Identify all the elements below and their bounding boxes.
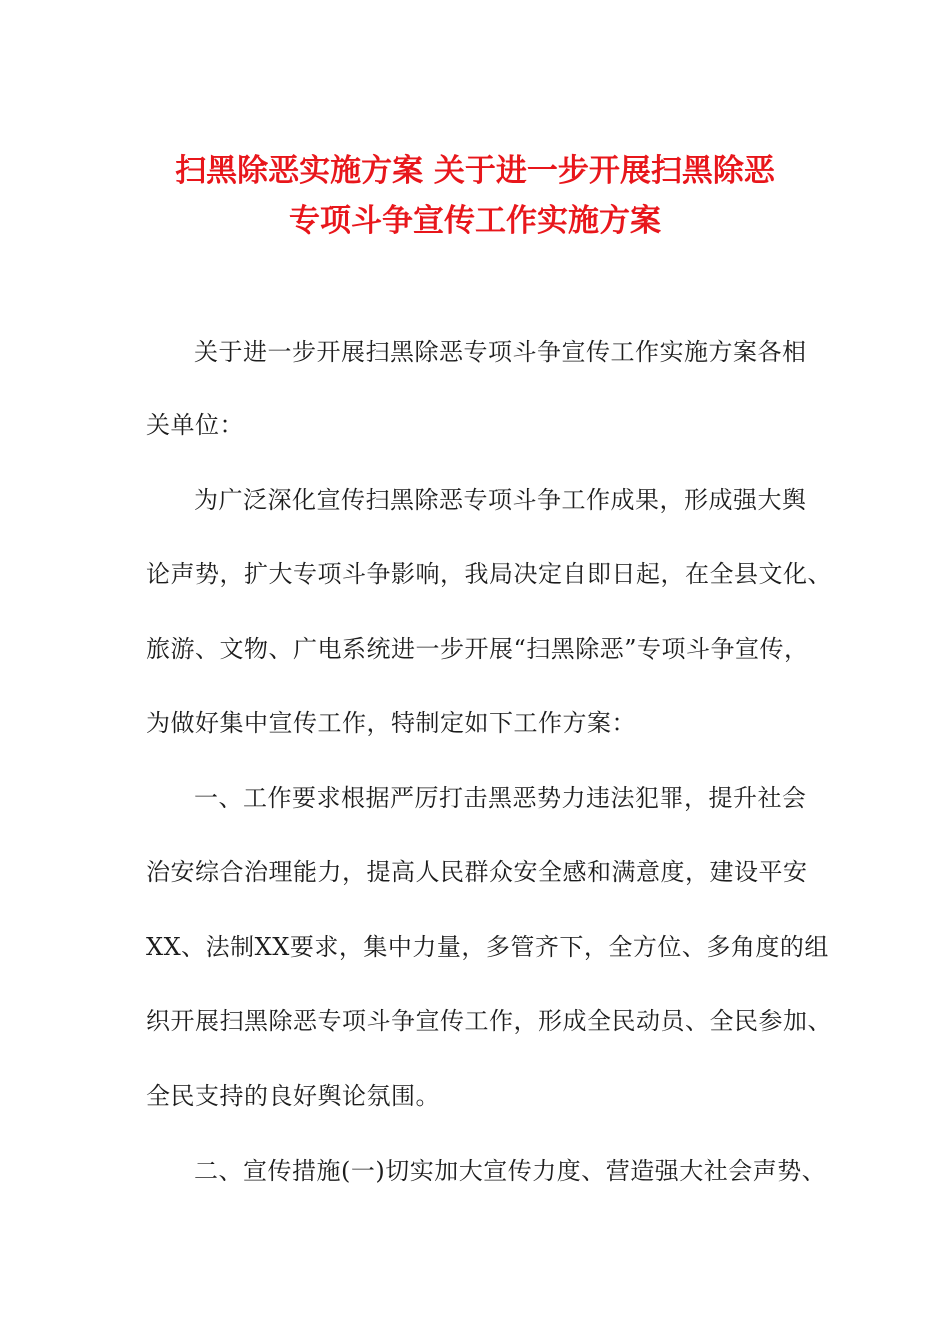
- paragraph-line: 为广泛深化宣传扫黑除恶专项斗争工作成果，形成强大舆: [194, 486, 807, 514]
- paragraph-line: 全民支持的良好舆论氛围。: [146, 1082, 440, 1110]
- paragraph-line: 为做好集中宣传工作，特制定如下工作方案：: [146, 709, 636, 737]
- paragraph-line: 织开展扫黑除恶专项斗争宣传工作，形成全民动员、全民参加、: [146, 1007, 832, 1035]
- paragraph-line: 二、宣传措施(一)切实加大宣传力度、营造强大社会声势、: [194, 1157, 827, 1185]
- paragraph-line: 治安综合治理能力，提高人民群众安全感和满意度，建设平安: [146, 858, 808, 886]
- paragraph-line: 旅游、文物、广电系统进一步开展“扫黑除恶”专项斗争宣传，: [146, 635, 809, 663]
- paragraph-line: XX、法制XX要求，集中力量，多管齐下，全方位、多角度的组: [146, 933, 829, 961]
- document-title: [100, 146, 850, 246]
- paragraph-line: 关于进一步开展扫黑除恶专项斗争宣传工作实施方案各相: [194, 338, 807, 366]
- paragraph-line: 论声势，扩大专项斗争影响，我局决定自即日起，在全县文化、: [146, 560, 832, 588]
- title-line-2: 专项斗争宣传工作实施方案: [289, 203, 661, 239]
- paragraph-line: 关单位：: [146, 411, 244, 439]
- paragraph-line: 一、工作要求根据严厉打击黑恶势力违法犯罪，提升社会: [194, 784, 807, 812]
- title-line-1: 扫黑除恶实施方案 关于进一步开展扫黑除恶: [175, 153, 775, 189]
